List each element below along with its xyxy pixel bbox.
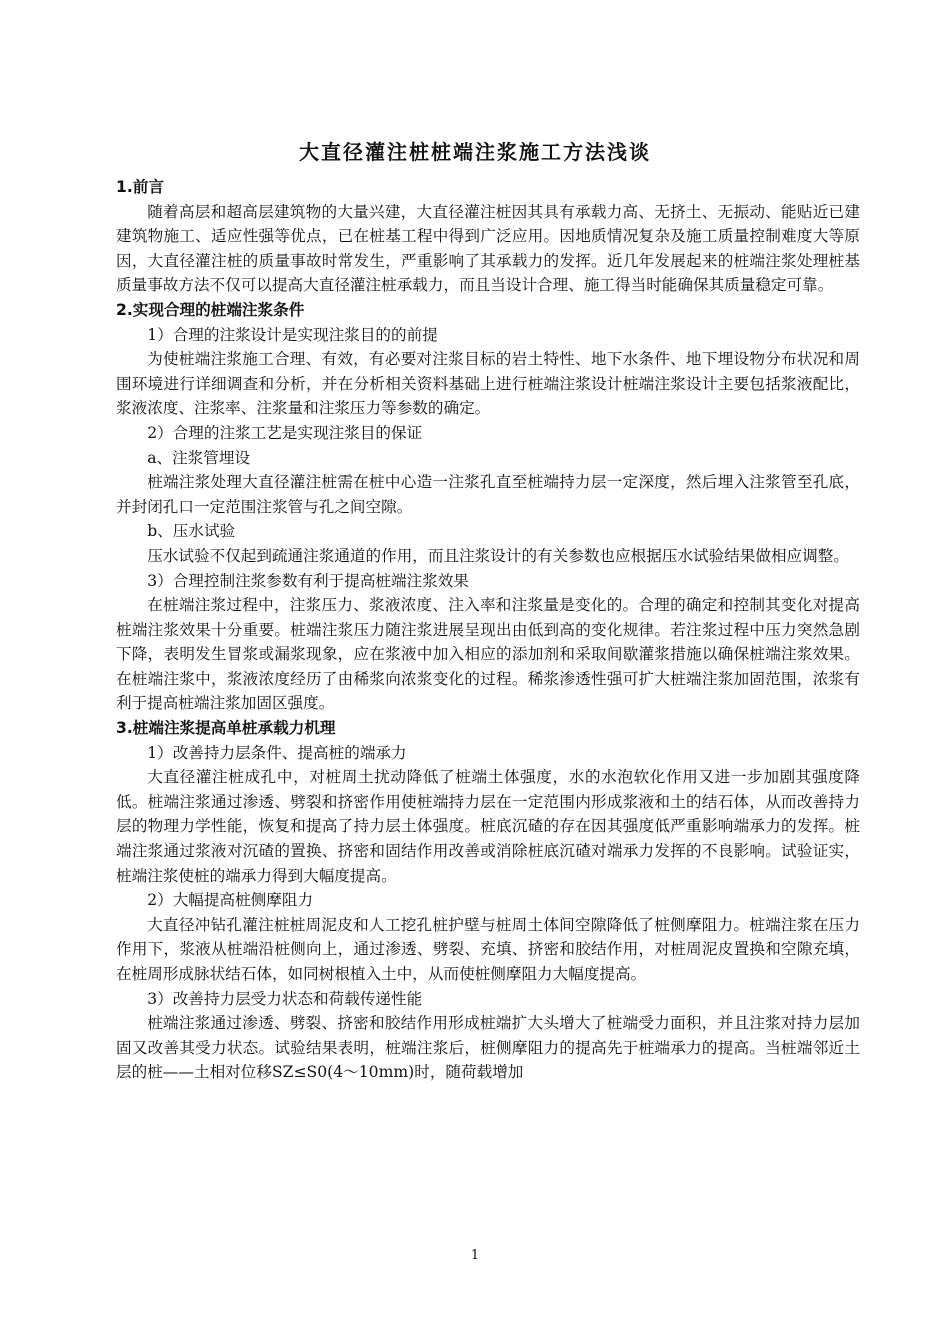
section-heading-conditions: 2.实现合理的桩端注浆条件 bbox=[116, 300, 305, 319]
subheading: a、注浆管埋设 bbox=[147, 448, 251, 467]
document-title: 大直径灌注桩桩端注浆施工方法浅谈 bbox=[299, 140, 651, 164]
paragraph: 压水试验不仅起到疏通注浆通道的作用，而且注浆设计的有关参数也应根据压水试验结果做相应调整。 bbox=[147, 546, 849, 565]
paragraph: 桩端注浆通过渗透、劈裂、挤密和胶结作用形成桩端扩大头增大了桩端受力面积，并且注浆对持力层加固又改善其受力状态。试验结果表明，桩端注浆后，桩侧摩阻力的提高先于桩端承力的提高。当桩端邻近土层的桩——土相对位移SZ≤S0(4～10mm)时，随荷载增加 bbox=[116, 1014, 860, 1082]
subheading: 3）改善持力层受力状态和荷载传递性能 bbox=[147, 989, 423, 1008]
subheading: 3）合理控制注浆参数有利于提高桩端注浆效果 bbox=[147, 571, 469, 590]
section-heading-mechanism: 3.桩端注浆提高单桩承载力机理 bbox=[116, 719, 336, 738]
paragraph: 桩端注浆处理大直径灌注桩需在桩中心造一注浆孔直至桩端持力层一定深度，然后埋入注浆管至孔底，并封闭孔口一定范围注浆管与孔之间空隙。 bbox=[116, 473, 860, 516]
subheading: 2）合理的注浆工艺是实现注浆目的保证 bbox=[147, 423, 423, 442]
paragraph: 为使桩端注浆施工合理、有效，有必要对注浆目标的岩土特性、地下水条件、地下埋设物分布状况和周围环境进行详细调查和分析，并在分析相关资料基础上进行桩端注浆设计桩端注浆设计主要包括浆液配比，浆液浓度、注浆率、注浆量和注浆压力等参数的确定。 bbox=[116, 350, 860, 418]
subheading: 1）改善持力层条件、提高桩的端承力 bbox=[147, 743, 407, 762]
paragraph: 大直径灌注桩成孔中，对桩周土扰动降低了桩端土体强度，水的水泡软化作用又进一步加剧其强度降低。桩端注浆通过渗透、劈裂和挤密作用使桩端持力层在一定范围内形成浆液和土的结石体，从而改善持力层的物理力学性能，恢复和提高了持力层土体强度。桩底沉碴的存在因其强度低严重影响端承力的发挥。桩端注浆通过浆液对沉碴的置换、挤密和固结作用改善或消除桩底沉碴对端承力发挥的不良影响。试验证实，桩端注浆使桩的端承力得到大幅度提高。 bbox=[116, 768, 860, 885]
subheading: 1）合理的注浆设计是实现注浆目的的前提 bbox=[147, 325, 438, 344]
page-number: 1 bbox=[470, 1248, 480, 1263]
document-body bbox=[116, 175, 860, 1085]
subheading: 2）大幅提高桩侧摩阻力 bbox=[147, 891, 314, 910]
paragraph: 随着高层和超高层建筑物的大量兴建，大直径灌注桩因其具有承载力高、无挤土、无振动、能贴近已建建筑物施工、适应性强等优点，已在桩基工程中得到广泛应用。因地质情况复杂及施工质量控制难度大等原因，大直径灌注桩的质量事故时常发生，严重影响了其承载力的发挥。近几年发展起来的桩端注浆处理桩基质量事故方法不仅可以提高大直径灌注桩承载力，而且当设计合理、施工得当时能确保其质量稳定可靠。 bbox=[116, 202, 860, 295]
paragraph: 在桩端注浆过程中，注浆压力、浆液浓度、注入率和注浆量是变化的。合理的确定和控制其变化对提高桩端注浆效果十分重要。桩端注浆压力随注浆进展呈现出由低到高的变化规律。若注浆过程中压力突然急剧下降，表明发生冒浆或漏浆现象，应在浆液中加入相应的添加剂和采取间歇灌浆措施以确保桩端注浆效果。在桩端注浆中，浆液浓度经历了由稀浆向浓浆变化的过程。稀浆渗透性强可扩大桩端注浆加固范围，浓浆有利于提高桩端注浆加固区强度。 bbox=[116, 596, 860, 713]
subheading: b、压水试验 bbox=[147, 522, 236, 541]
paragraph: 大直径冲钻孔灌注桩桩周泥皮和人工挖孔桩护壁与桩周土体间空隙降低了桩侧摩阻力。桩端注浆在压力作用下，浆液从桩端沿桩侧向上，通过渗透、劈裂、充填、挤密和胶结作用，对桩周泥皮置换和空隙充填，在桩周形成脉状结石体，如同树根植入土中，从而使桩侧摩阻力大幅度提高。 bbox=[116, 915, 860, 983]
section-heading-intro: 1.前言 bbox=[116, 178, 164, 196]
